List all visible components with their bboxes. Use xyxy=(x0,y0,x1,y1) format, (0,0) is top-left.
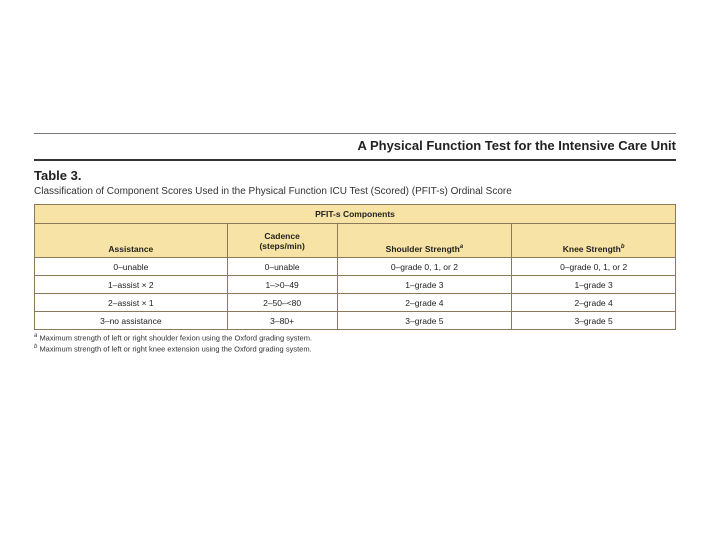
footnote-text: Maximum strength of left or right knee extension using the Oxford grading system. xyxy=(39,344,312,354)
column-header-cadence: Cadence (steps/min) xyxy=(227,224,337,258)
table-cell: 0–grade 0, 1, or 2 xyxy=(512,258,676,276)
table-cell: 2–grade 4 xyxy=(512,294,676,312)
footnote-a xyxy=(34,333,312,343)
table-cell: 1–assist × 2 xyxy=(35,276,228,294)
table-cell: 2–assist × 1 xyxy=(35,294,228,312)
group-header-row xyxy=(35,205,676,224)
footnote-mark: a xyxy=(34,333,38,339)
column-header-row xyxy=(35,224,676,258)
table-cell: 2–grade 4 xyxy=(337,294,512,312)
table-label: Table 3. xyxy=(34,168,82,183)
table-cell: 3–80+ xyxy=(227,312,337,330)
table-caption: Classification of Component Scores Used in the Physical Function ICU Test (Scored) (PFIT-s) Ordinal Score xyxy=(34,186,512,197)
column-header-shoulder-strength: Shoulder Strength$^a$ xyxy=(337,224,512,258)
table-cell: 0–unable xyxy=(227,258,337,276)
column-header-assistance: Assistance xyxy=(35,224,228,258)
pfit-s-table xyxy=(34,204,676,330)
table-row xyxy=(35,312,676,330)
table-cell: 0–grade 0, 1, or 2 xyxy=(337,258,512,276)
group-header: PFIT-s Components xyxy=(35,205,676,224)
table-cell: 0–unable xyxy=(35,258,228,276)
top-rule xyxy=(34,133,676,134)
table-cell: 1–grade 3 xyxy=(512,276,676,294)
table-cell: 1–grade 3 xyxy=(337,276,512,294)
running-head: A Physical Function Test for the Intensive Care Unit xyxy=(357,138,676,153)
footnote-mark: b xyxy=(34,344,38,350)
footnote-b xyxy=(34,344,312,354)
footnote-text: Maximum strength of left or right shoulder fexion using the Oxford grading system. xyxy=(39,333,313,343)
table-cell: 1–>0–49 xyxy=(227,276,337,294)
column-header-knee-strength: Knee Strength$^b$ xyxy=(512,224,676,258)
table-row xyxy=(35,258,676,276)
table-cell: 2–50–<80 xyxy=(227,294,337,312)
footnote-mark: b xyxy=(620,244,625,251)
footnote-mark: a xyxy=(459,244,464,251)
table-cell: 3–grade 5 xyxy=(512,312,676,330)
head-rule xyxy=(34,159,676,161)
table-cell: 3–grade 5 xyxy=(337,312,512,330)
table-cell: 3–no assistance xyxy=(35,312,228,330)
table-row xyxy=(35,276,676,294)
table-row xyxy=(35,294,676,312)
